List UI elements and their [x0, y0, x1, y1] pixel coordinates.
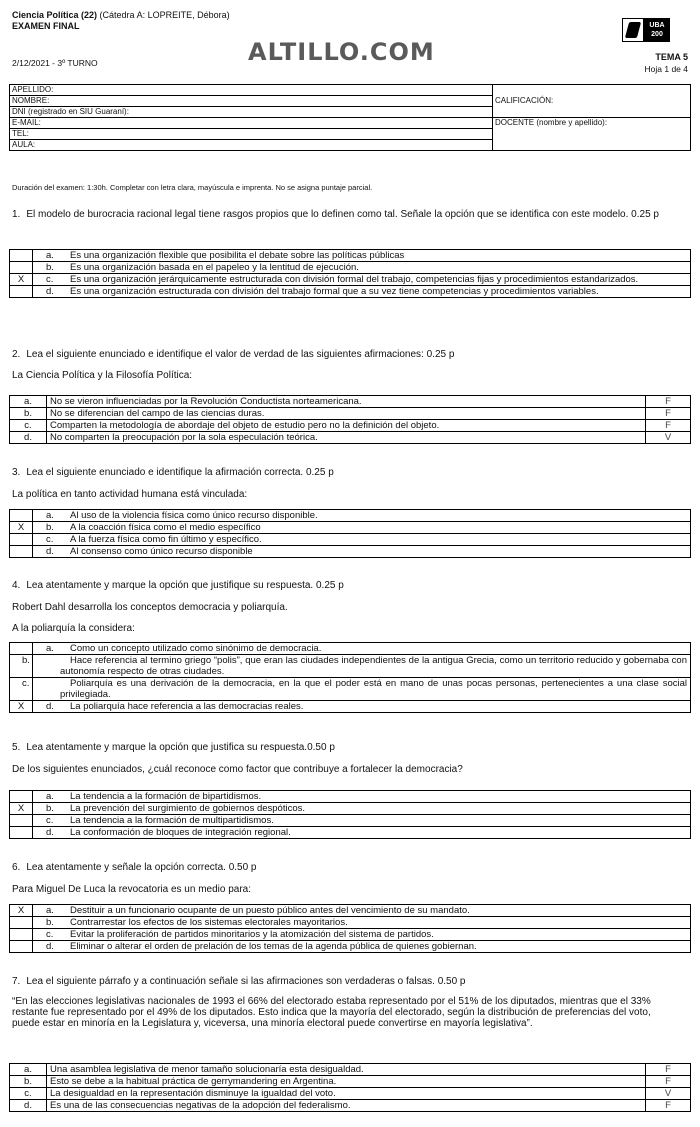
option-row[interactable]: d. Es una organización estructurada con división del trabajo formal que a su vez tiene competencias y procedimientos variables.: [10, 286, 691, 298]
option-mark: [10, 917, 33, 929]
dni-field[interactable]: DNI (registrado en SIU Guaraní):: [10, 107, 493, 118]
question-3: 3. Lea el siguiente enunciado e identifique la afirmación correcta. 0.25 p: [12, 467, 334, 478]
option-mark: [10, 262, 33, 274]
option-mark: [10, 941, 33, 953]
option-row[interactable]: c. A la fuerza física como fin último y específico.: [10, 534, 691, 546]
q6-intro: Para Miguel De Luca la revocatoria es un medio para:: [12, 884, 252, 895]
option-row[interactable]: d. Al consenso como único recurso disponible: [10, 546, 691, 558]
tf-row[interactable]: d. No comparten la preocupación por la sola especulación teórica. V: [10, 432, 691, 444]
tf-value: F: [646, 420, 691, 432]
tf-value: F: [646, 396, 691, 408]
question-text: El modelo de burocracia racional legal tiene rasgos propios que lo definen como tal. Señale la opción que se identifica con este modelo. 0.25 p: [26, 209, 659, 220]
option-row[interactable]: X d. La poliarquía hace referencia a las democracias reales.: [10, 701, 691, 713]
option-mark: [10, 929, 33, 941]
watermark: ALTILLO.COM: [248, 38, 435, 66]
q3-options: [9, 509, 691, 558]
logo-emblem-icon: [622, 18, 644, 42]
question-4: 4. Lea atentamente y marque la opción que justifique su respuesta. 0.25 p: [12, 580, 344, 591]
q2-true-false: [9, 395, 691, 444]
option-row[interactable]: a. Al uso de la violencia física como único recurso disponible.: [10, 510, 691, 522]
q4-intro-2: A la poliarquía la considera:: [12, 623, 135, 634]
option-mark: [10, 815, 33, 827]
option-row[interactable]: d. La conformación de bloques de integración regional.: [10, 827, 691, 839]
option-row[interactable]: b. Es una organización basada en el papeleo y la lentitud de ejecución.: [10, 262, 691, 274]
tf-row[interactable]: d. Es una de las consecuencias negativas de la adopción del federalismo. F: [10, 1100, 691, 1112]
uba-logo: [622, 18, 670, 42]
q3-intro: La política en tanto actividad humana está vinculada:: [12, 489, 248, 500]
option-row[interactable]: X b. La prevención del surgimiento de gobiernos despóticos.: [10, 803, 691, 815]
q6-options: [9, 904, 691, 953]
tel-field[interactable]: TEL:: [10, 129, 493, 140]
option-row[interactable]: X a. Destituir a un funcionario ocupante de un puesto público antes del vencimiento de su mandato.: [10, 905, 691, 917]
option-row[interactable]: c. Poliarquía es una derivación de la democracia, en la que el poder está en mano de unas pocas personas, pertenecientes a una clase social privilegiada.: [10, 678, 691, 701]
option-row[interactable]: a. Como un concepto utilizado como sinónimo de democracia.: [10, 643, 691, 655]
catedra: (Cátedra A: LOPREITE, Débora): [99, 10, 230, 20]
page-count: Hoja 1 de 4: [644, 64, 688, 74]
q7-true-false: [9, 1063, 691, 1112]
option-mark: [10, 286, 33, 298]
option-mark: [10, 546, 33, 558]
option-row[interactable]: c. Evitar la proliferación de partidos minoritarios y la atomización del sistema de partidos.: [10, 929, 691, 941]
q4-options: [9, 642, 691, 713]
option-mark: X: [10, 803, 33, 815]
aula-field[interactable]: AULA:: [10, 140, 493, 151]
question-1: 1. El modelo de burocracia racional legal tiene rasgos propios que lo definen como tal. Señale la opción que se identifica con este modelo. 0.25 p: [12, 209, 659, 220]
tf-row[interactable]: a. No se vieron influenciadas por la Revolución Conductista norteamericana. F: [10, 396, 691, 408]
docente-field[interactable]: DOCENTE (nombre y apellido):: [493, 118, 691, 151]
tf-value: F: [646, 1076, 691, 1088]
option-mark: [10, 250, 33, 262]
option-row[interactable]: c. La tendencia a la formación de multipartidismos.: [10, 815, 691, 827]
tf-row[interactable]: b. Esto se debe a la habitual práctica de gerrymandering en Argentina. F: [10, 1076, 691, 1088]
option-mark: X: [10, 522, 33, 534]
option-mark: [10, 510, 33, 522]
q2-intro: La Ciencia Política y la Filosofía Política:: [12, 370, 193, 381]
option-mark: [10, 827, 33, 839]
option-row[interactable]: a. Es una organización flexible que posibilita el debate sobre las políticas públicas: [10, 250, 691, 262]
exam-title: EXAMEN FINAL: [12, 21, 80, 31]
tf-row[interactable]: a. Una asamblea legislativa de menor tamaño solucionaría esta desigualdad. F: [10, 1064, 691, 1076]
course-header: [12, 10, 230, 32]
calificacion-field[interactable]: CALIFICACIÓN:: [493, 85, 691, 118]
option-mark: [10, 791, 33, 803]
tf-row[interactable]: c. La desigualdad en la representación disminuye la igualdad del voto. V: [10, 1088, 691, 1100]
course-name: Ciencia Política (22): [12, 10, 98, 20]
question-5: 5. Lea atentamente y marque la opción que justifica su respuesta.0.50 p: [12, 742, 335, 753]
tf-row[interactable]: c. Comparten la metodología de abordaje del objeto de estudio pero no la definición del objeto. F: [10, 420, 691, 432]
option-row[interactable]: b. Contrarrestar los efectos de los sistemas electorales mayoritarios.: [10, 917, 691, 929]
apellido-field[interactable]: APELLIDO:: [10, 85, 493, 96]
option-row[interactable]: b. Hace referencia al termino griego “polis”, que eran las ciudades independientes de la antigua Grecia, como un territorio reducido y gobernaba con autonomía respecto de otras ciudades.: [10, 655, 691, 678]
tema-label: TEMA 5: [655, 52, 688, 62]
logo-text: UBA 200: [644, 18, 670, 42]
option-row[interactable]: X b. A la coacción física como el medio específico: [10, 522, 691, 534]
tf-value: V: [646, 432, 691, 444]
q4-intro-1: Robert Dahl desarrolla los conceptos democracia y poliarquía.: [12, 602, 288, 613]
tf-value: F: [646, 1064, 691, 1076]
option-mark: [10, 643, 33, 655]
tf-value: F: [646, 408, 691, 420]
duration-note: Duración del examen: 1:30h. Completar con letra clara, mayúscula e imprenta. No se asigna puntaje parcial.: [12, 183, 373, 192]
option-mark: X: [10, 701, 33, 713]
tf-row[interactable]: b. No se diferencian del campo de las ciencias duras. F: [10, 408, 691, 420]
option-row[interactable]: X c. Es una organización jerárquicamente estructurada con división formal del trabajo, competencias fijas y procedimientos estandarizados.: [10, 274, 691, 286]
option-row[interactable]: a. La tendencia a la formación de bipartidismos.: [10, 791, 691, 803]
q7-quote: “En las elecciones legislativas nacionales de 1993 el 66% del electorado estaba representado por el 51% de los diputados, mientras que el 33% restante fue representado por el 49% de los diputados. Esto indica que la mayoría del electorado, según la distribución de preferencias del voto, puede estar en minoría en la Legislatura y, viceversa, una minoría electoral puede convertirse en mayoría legislativa”.: [12, 996, 651, 1029]
tf-value: V: [646, 1088, 691, 1100]
question-2: 2. Lea el siguiente enunciado e identifique el valor de verdad de las siguientes afirmaciones: 0.25 p: [12, 349, 455, 360]
email-field[interactable]: E-MAIL:: [10, 118, 493, 129]
q5-intro: De los siguientes enunciados, ¿cuál reconoce como factor que contribuye a fortalecer la democracia?: [12, 764, 463, 775]
option-mark: [10, 534, 33, 546]
option-mark: X: [10, 274, 33, 286]
nombre-field[interactable]: NOMBRE:: [10, 96, 493, 107]
student-info-table: [9, 84, 691, 151]
q5-options: [9, 790, 691, 839]
exam-date: 2/12/2021 - 3º TURNO: [12, 58, 98, 68]
question-7: 7. Lea el siguiente párrafo y a continuación señale si las afirmaciones son verdaderas o falsas. 0.50 p: [12, 976, 466, 987]
q1-options: [9, 249, 691, 298]
option-row[interactable]: d. Eliminar o alterar el orden de prelación de los temas de la agenda pública de quienes gobiernan.: [10, 941, 691, 953]
question-6: 6. Lea atentamente y señale la opción correcta. 0.50 p: [12, 862, 257, 873]
option-mark: X: [10, 905, 33, 917]
tf-value: F: [646, 1100, 691, 1112]
